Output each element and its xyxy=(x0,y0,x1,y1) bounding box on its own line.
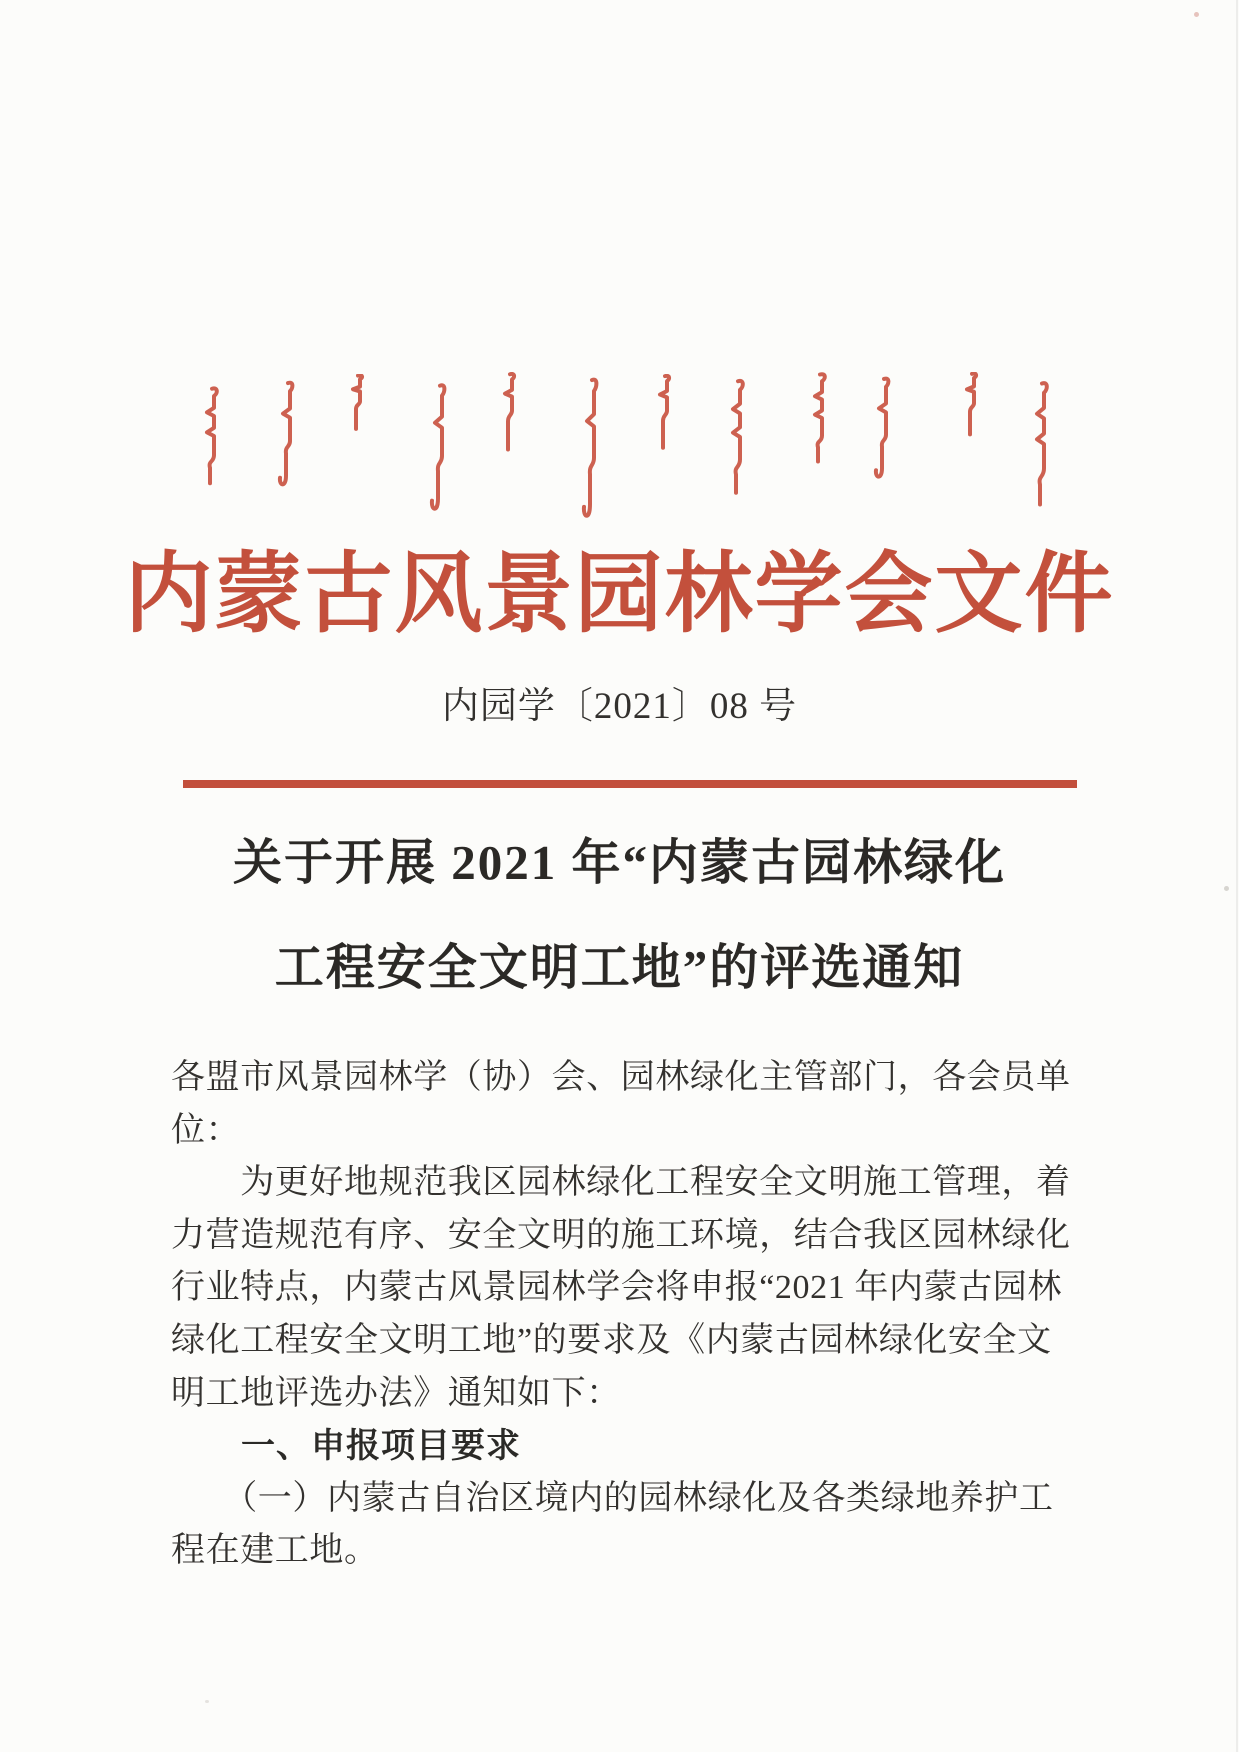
scan-speckle xyxy=(1194,12,1199,17)
org-title: 内蒙古风景园林学会文件 xyxy=(124,547,1115,644)
mongolian-word-icon xyxy=(347,374,369,432)
mongolian-word-icon xyxy=(809,372,831,464)
mongolian-word-icon xyxy=(581,376,603,526)
body-line: 绿化工程安全文明工地”的要求及《内蒙古园林绿化安全文 xyxy=(171,1321,1052,1359)
salutation-line: 各盟市风景园林学（协）会、园林绿化主管部门，各会员单 xyxy=(171,1059,1071,1096)
body-line: 行业特点，内蒙古风景园林学会将申报“2021 年内蒙古园林 xyxy=(171,1269,1062,1307)
body-line: 明工地评选办法》通知如下： xyxy=(171,1374,621,1412)
mongolian-word-icon xyxy=(1031,380,1053,508)
document-title-line1: 关于开展 2021 年“内蒙古园林绿化 xyxy=(232,835,1006,890)
body-line: （一）内蒙古自治区境内的园林绿化及各类绿地养护工 xyxy=(171,1479,1054,1517)
mongolian-word-icon xyxy=(873,376,895,484)
body-line: 力营造规范有序、安全文明的施工环境，结合我区园林绿化 xyxy=(171,1216,1071,1254)
body-line: 程在建工地。 xyxy=(171,1532,379,1570)
body-line: 为更好地规范我区园林绿化工程安全文明施工管理，着 xyxy=(171,1164,1071,1202)
document-title xyxy=(0,810,1239,1020)
document-number: 内园学〔2021〕08 号 xyxy=(441,686,798,727)
document-title-line2: 工程安全文明工地”的评选通知 xyxy=(274,940,965,995)
section-heading: 一、申报项目要求 xyxy=(171,1427,521,1466)
scan-speckle xyxy=(205,1700,209,1703)
mongolian-word-icon xyxy=(277,380,299,492)
mongolian-word-icon xyxy=(727,378,749,496)
mongolian-word-icon xyxy=(654,374,676,452)
red-divider-line xyxy=(183,780,1077,788)
document-body xyxy=(171,1052,1073,1578)
mongolian-word-icon xyxy=(961,372,983,438)
mongolian-script-banner xyxy=(172,372,1072,547)
mongolian-word-icon xyxy=(499,372,521,454)
mongolian-word-icon xyxy=(429,382,451,518)
mongolian-word-icon xyxy=(201,386,223,486)
salutation-line: 位： xyxy=(171,1111,241,1149)
